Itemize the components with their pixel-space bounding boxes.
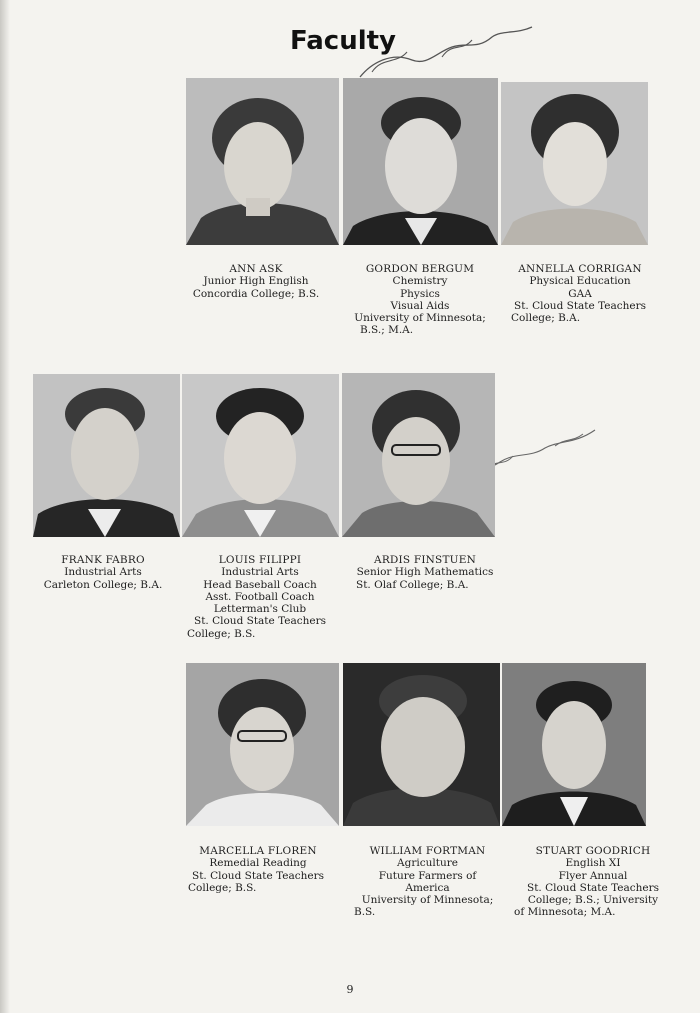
faculty-detail: St. Cloud State Teachers (194, 615, 326, 628)
signature-gordon-bergum (352, 22, 542, 82)
faculty-detail: Concordia College; B.S. (192, 287, 320, 300)
faculty-detail: Industrial Arts (64, 566, 142, 579)
faculty-detail: Physical Education (529, 275, 631, 288)
faculty-detail: Visual Aids (390, 299, 450, 312)
faculty-detail: Carleton College; B.A. (43, 578, 163, 591)
faculty-detail: B.S. (354, 906, 376, 919)
faculty-detail: Future Farmers of (378, 869, 477, 882)
faculty-name: FRANK FABRO (61, 554, 145, 566)
faculty-caption-ardis-finstuen (350, 554, 500, 591)
page-title: Faculty (290, 26, 396, 56)
faculty-detail: Chemistry (392, 275, 448, 288)
faculty-caption-frank-fabro (28, 554, 178, 591)
page-number: 9 (346, 983, 354, 996)
faculty-detail: Senior High Mathematics (356, 566, 494, 579)
faculty-detail: B.S.; M.A. (360, 324, 414, 337)
faculty-caption-louis-filippi (180, 554, 340, 640)
faculty-name: LOUIS FILIPPI (218, 554, 302, 566)
page-binding-shadow (0, 0, 10, 1013)
portrait-photo (342, 373, 495, 537)
faculty-detail: Head Baseball Coach (203, 578, 317, 591)
faculty-detail: College; B.S. (188, 881, 257, 894)
faculty-detail: College; B.S.; University (527, 894, 659, 907)
portrait-photo (186, 663, 339, 826)
faculty-detail: College; B.S. (187, 627, 256, 640)
portrait-photo (343, 663, 500, 826)
faculty-detail: Letterman's Club (213, 603, 307, 616)
faculty-detail: St. Olaf College; B.A. (356, 578, 469, 591)
faculty-name: ANN ASK (229, 263, 283, 275)
faculty-name: MARCELLA FLOREN (199, 845, 317, 857)
faculty-detail: of Minnesota; M.A. (514, 906, 616, 919)
portrait-photo (182, 374, 339, 537)
portrait-photo (343, 78, 498, 245)
faculty-detail: St. Cloud State Teachers (527, 881, 659, 894)
faculty-name: GORDON BERGUM (365, 263, 475, 275)
faculty-detail: English XI (565, 857, 621, 870)
faculty-caption-gordon-bergum (335, 263, 505, 337)
faculty-detail: Flyer Annual (558, 869, 628, 882)
faculty-detail: Physics (400, 287, 440, 300)
portrait-photo (186, 78, 339, 245)
faculty-detail: University of Minnesota; (354, 312, 486, 325)
faculty-caption-annella-corrigan (505, 263, 655, 324)
faculty-name: WILLIAM FORTMAN (369, 845, 486, 857)
portrait-photo (501, 82, 648, 245)
faculty-detail: St. Cloud State Teachers (192, 869, 324, 882)
faculty-detail: Remedial Reading (209, 857, 307, 870)
portrait-photo (502, 663, 646, 826)
faculty-caption-marcella-floren (178, 845, 338, 894)
faculty-detail: GAA (568, 287, 592, 300)
portrait-photo (33, 374, 180, 537)
faculty-detail: Industrial Arts (221, 566, 299, 579)
faculty-detail: Agriculture (397, 857, 458, 870)
faculty-name: ANNELLA CORRIGAN (518, 263, 642, 275)
faculty-detail: Asst. Football Coach (205, 590, 315, 603)
faculty-name: STUART GOODRICH (535, 845, 651, 857)
faculty-detail: St. Cloud State Teachers (514, 299, 646, 312)
faculty-caption-william-fortman (345, 845, 510, 919)
faculty-detail: College; B.A. (511, 312, 581, 325)
faculty-detail: America (405, 881, 450, 894)
faculty-detail: University of Minnesota; (361, 894, 494, 907)
faculty-detail: Junior High English (203, 275, 309, 288)
faculty-caption-ann-ask (176, 263, 336, 300)
faculty-name: ARDIS FINSTUEN (374, 554, 476, 566)
faculty-caption-stuart-goodrich (508, 845, 678, 919)
